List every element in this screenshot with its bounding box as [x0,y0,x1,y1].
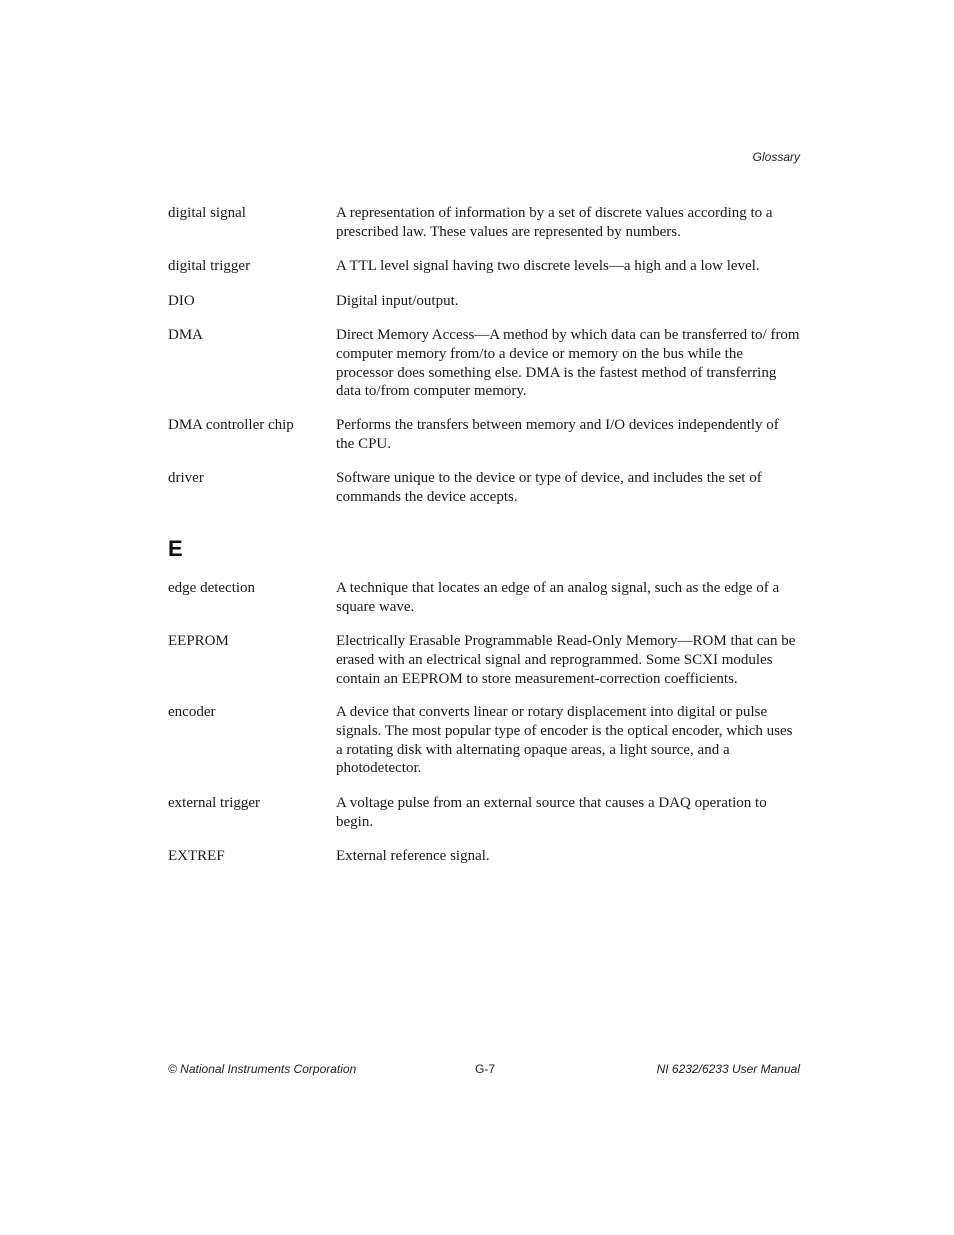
glossary-term: encoder [168,704,216,720]
glossary-term: digital signal [168,205,246,221]
glossary-term: external trigger [168,795,261,811]
glossary-term: EXTREF [168,848,225,864]
page-number: G-7 [475,1062,496,1076]
glossary-definition: Software unique to the device or type of device, and includes the set of commands the device accepts. [336,470,762,505]
glossary-term: edge detection [168,580,256,596]
glossary-definition: A voltage pulse from an external source that causes a DAQ operation to begin. [336,795,767,830]
glossary-term: DMA controller chip [168,417,294,433]
glossary-definition: Direct Memory Access—A method by which data can be transferred to/ from computer memory from/to a device or memory on the bus while the processor does something else. DMA is the fastest method of transferring data to/from computer memory. [336,327,800,400]
glossary-definition: A technique that locates an edge of an analog signal, such as the edge of a square wave. [336,580,780,615]
footer-manual-title: NI 6232/6233 User Manual [656,1062,800,1076]
glossary-term: EEPROM [168,633,229,649]
glossary-term: DIO [168,293,195,309]
glossary-definition: Digital input/output. [336,293,459,309]
section-heading-e: E [168,536,183,561]
glossary-definition: A TTL level signal having two discrete levels—a high and a low level. [336,258,760,274]
glossary-term: digital trigger [168,258,251,274]
running-head: Glossary [752,150,800,164]
glossary-term: DMA [168,327,204,343]
glossary-definition: External reference signal. [336,848,490,864]
glossary-definition: Performs the transfers between memory and I/O devices independently of the CPU. [336,417,779,452]
glossary-definition: A device that converts linear or rotary displacement into digital or pulse signals. The most popular type of encoder is the optical encoder, which uses a rotating disk with alternating opaque areas, a light source, and a photodetector. [336,704,793,777]
glossary-definition: Electrically Erasable Programmable Read-Only Memory—ROM that can be erased with an electrical signal and reprogrammed. Some SCXI modules contain an EEPROM to store measurement-correction coefficients. [336,633,796,687]
glossary-definition: A representation of information by a set of discrete values according to a prescribed law. These values are represented by numbers. [336,205,773,240]
footer-copyright: © National Instruments Corporation [168,1062,357,1076]
glossary-term: driver [168,470,204,486]
